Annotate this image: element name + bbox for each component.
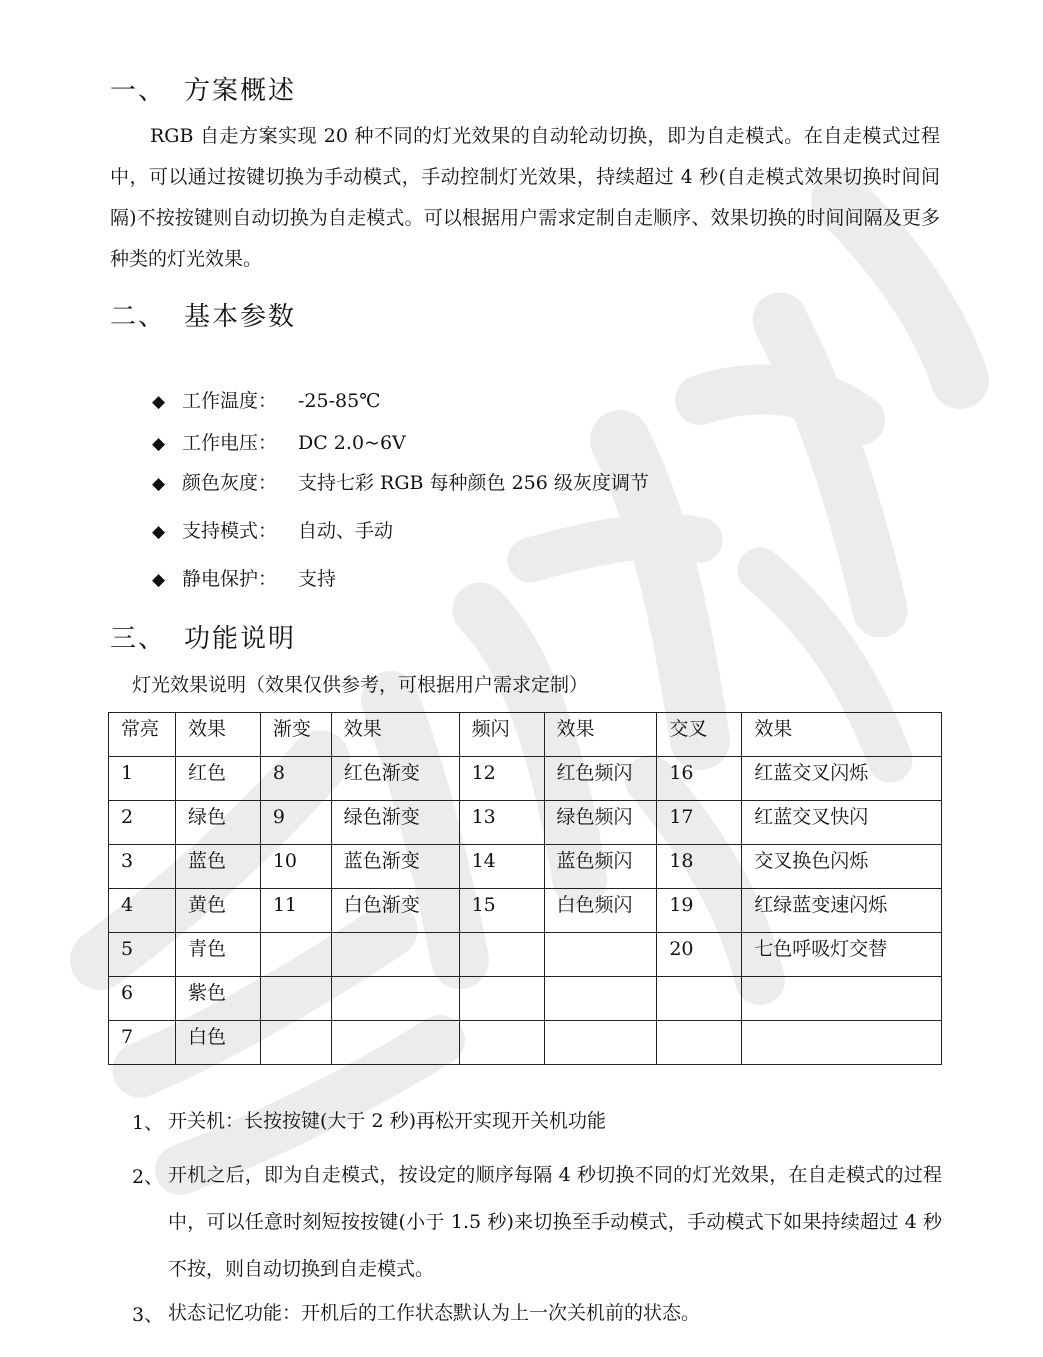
table-cell: 白色 bbox=[175, 1021, 260, 1065]
table-cell: 青色 bbox=[175, 933, 260, 977]
header-cell: 交叉 bbox=[657, 713, 742, 757]
param-key: 支持模式： bbox=[182, 520, 278, 542]
header-cell: 渐变 bbox=[260, 713, 331, 757]
table-cell: 8 bbox=[260, 757, 331, 801]
table-cell: 17 bbox=[657, 801, 742, 845]
header-cell: 效果 bbox=[742, 713, 942, 757]
param-value: -25-85℃ bbox=[298, 390, 381, 412]
param-item bbox=[152, 386, 380, 413]
table-cell bbox=[331, 933, 459, 977]
table-cell bbox=[459, 1021, 544, 1065]
black-diamond-icon: ◆ bbox=[152, 434, 166, 454]
table-cell: 蓝色渐变 bbox=[331, 845, 459, 889]
param-key: 颜色灰度： bbox=[182, 472, 278, 494]
table-cell: 14 bbox=[459, 845, 544, 889]
black-diamond-icon: ◆ bbox=[152, 570, 166, 590]
table-cell bbox=[260, 933, 331, 977]
table-cell: 红色 bbox=[175, 757, 260, 801]
section-heading-params bbox=[110, 296, 296, 333]
table-cell bbox=[742, 977, 942, 1021]
table-row bbox=[109, 1021, 942, 1065]
table-caption: 灯光效果说明（效果仅供参考，可根据用户需求定制） bbox=[132, 674, 589, 696]
light-effects-table bbox=[108, 712, 942, 1065]
table-cell: 13 bbox=[459, 801, 544, 845]
header-cell: 效果 bbox=[175, 713, 260, 757]
table-cell: 7 bbox=[109, 1021, 176, 1065]
section-title: 方案概述 bbox=[184, 76, 297, 106]
table-cell: 绿色频闪 bbox=[544, 801, 657, 845]
table-cell: 白色频闪 bbox=[544, 889, 657, 933]
table-cell: 4 bbox=[109, 889, 176, 933]
table-cell: 18 bbox=[657, 845, 742, 889]
table-row bbox=[109, 933, 942, 977]
note-text: 开关机：长按按键(大于 2 秒)再松开实现开关机功能 bbox=[168, 1110, 606, 1132]
table-cell: 5 bbox=[109, 933, 176, 977]
table-cell: 16 bbox=[657, 757, 742, 801]
table-row bbox=[109, 889, 942, 933]
table-cell: 6 bbox=[109, 977, 176, 1021]
section-number: 三、 bbox=[110, 624, 167, 654]
black-diamond-icon: ◆ bbox=[152, 392, 166, 412]
table-cell: 黄色 bbox=[175, 889, 260, 933]
table-cell: 20 bbox=[657, 933, 742, 977]
table-header-row bbox=[109, 713, 942, 757]
param-value: 自动、手动 bbox=[298, 520, 394, 542]
table-cell bbox=[742, 1021, 942, 1065]
table-cell: 15 bbox=[459, 889, 544, 933]
param-item bbox=[152, 516, 393, 543]
table-cell bbox=[331, 977, 459, 1021]
param-value: 支持七彩 RGB 每种颜色 256 级灰度调节 bbox=[298, 472, 649, 494]
table-cell: 蓝色 bbox=[175, 845, 260, 889]
note-text: 开机之后，即为自走模式，按设定的顺序每隔 4 秒切换不同的灯光效果，在自走模式的过程中，可以任意时刻短按按键(小于 1.5 秒)来切换至手动模式，手动模式下如果持续超过 4 秒不按，则自动切换到自走模式。 bbox=[168, 1164, 942, 1280]
table-cell bbox=[544, 933, 657, 977]
table-row bbox=[109, 845, 942, 889]
table-cell bbox=[260, 1021, 331, 1065]
overview-paragraph: RGB 自走方案实现 20 种不同的灯光效果的自动轮动切换，即为自走模式。在自走模式过程中，可以通过按键切换为手动模式，手动控制灯光效果，持续超过 4 秒(自走模式效果切换时间间隔)不按按键则自动切换为自走模式。可以根据用户需求定制自走顺序、效果切换的时间间隔及更多种类的灯光效果。 bbox=[110, 125, 940, 270]
table-cell: 蓝色频闪 bbox=[544, 845, 657, 889]
note-index: 1、 bbox=[132, 1112, 164, 1134]
section-heading-functions bbox=[110, 618, 296, 655]
table-cell: 七色呼吸灯交替 bbox=[742, 933, 942, 977]
table-cell bbox=[544, 977, 657, 1021]
black-diamond-icon: ◆ bbox=[152, 474, 166, 494]
table-cell bbox=[260, 977, 331, 1021]
table-cell: 白色渐变 bbox=[331, 889, 459, 933]
param-key: 工作温度： bbox=[182, 390, 278, 412]
table-cell: 绿色 bbox=[175, 801, 260, 845]
table-cell: 紫色 bbox=[175, 977, 260, 1021]
param-value: 支持 bbox=[298, 568, 337, 590]
table-cell bbox=[459, 977, 544, 1021]
param-item bbox=[152, 564, 336, 591]
note-index: 3、 bbox=[132, 1304, 164, 1326]
header-cell: 效果 bbox=[544, 713, 657, 757]
param-key: 工作电压： bbox=[182, 432, 278, 454]
table-cell bbox=[657, 977, 742, 1021]
section-title: 功能说明 bbox=[184, 624, 297, 654]
param-item bbox=[152, 468, 649, 495]
section-heading-overview bbox=[110, 70, 296, 107]
table-cell: 2 bbox=[109, 801, 176, 845]
param-item bbox=[152, 428, 406, 455]
table-cell: 12 bbox=[459, 757, 544, 801]
header-cell: 频闪 bbox=[459, 713, 544, 757]
table-cell: 红色渐变 bbox=[331, 757, 459, 801]
table-cell: 红蓝交叉快闪 bbox=[742, 801, 942, 845]
table-cell: 绿色渐变 bbox=[331, 801, 459, 845]
table-cell bbox=[657, 1021, 742, 1065]
param-key: 静电保护： bbox=[182, 568, 278, 590]
section-number: 一、 bbox=[110, 76, 167, 106]
section-title: 基本参数 bbox=[184, 302, 297, 332]
table-cell bbox=[459, 933, 544, 977]
table-cell: 交叉换色闪烁 bbox=[742, 845, 942, 889]
param-value: DC 2.0~6V bbox=[298, 432, 406, 454]
table-row bbox=[109, 757, 942, 801]
table-cell: 红绿蓝变速闪烁 bbox=[742, 889, 942, 933]
black-diamond-icon: ◆ bbox=[152, 522, 166, 542]
section-number: 二、 bbox=[110, 302, 167, 332]
header-cell: 常亮 bbox=[109, 713, 176, 757]
table-cell: 红蓝交叉闪烁 bbox=[742, 757, 942, 801]
table-cell bbox=[544, 1021, 657, 1065]
table-row bbox=[109, 977, 942, 1021]
note-text: 状态记忆功能：开机后的工作状态默认为上一次关机前的状态。 bbox=[168, 1302, 701, 1324]
table-cell: 10 bbox=[260, 845, 331, 889]
header-cell: 效果 bbox=[331, 713, 459, 757]
table-cell: 9 bbox=[260, 801, 331, 845]
table-cell: 1 bbox=[109, 757, 176, 801]
table-cell: 3 bbox=[109, 845, 176, 889]
table-cell: 11 bbox=[260, 889, 331, 933]
table-cell bbox=[331, 1021, 459, 1065]
table-row bbox=[109, 801, 942, 845]
table-cell: 19 bbox=[657, 889, 742, 933]
note-index: 2、 bbox=[132, 1166, 164, 1188]
table-cell: 红色频闪 bbox=[544, 757, 657, 801]
